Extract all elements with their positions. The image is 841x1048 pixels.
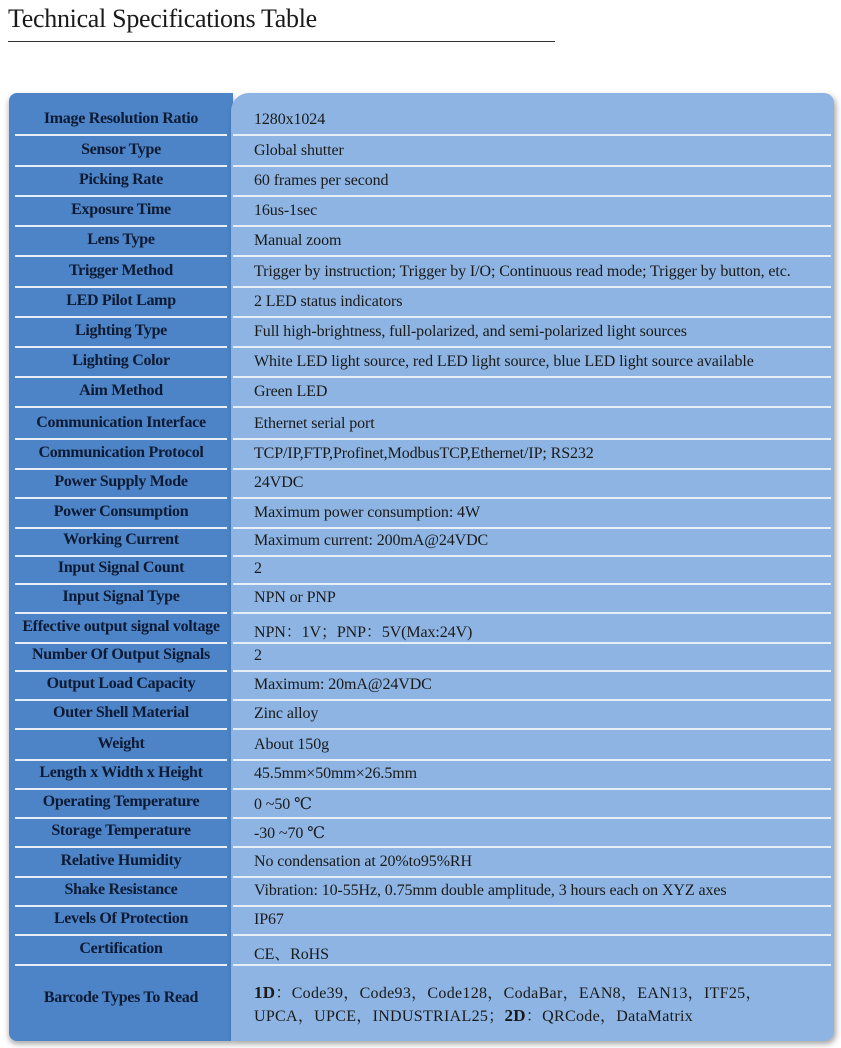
spec-value: CE、RoHS — [254, 946, 329, 963]
row-divider — [233, 583, 831, 585]
spec-key: Trigger Method — [68, 262, 174, 279]
spec-key: Number Of Output Signals — [32, 646, 210, 663]
row-divider — [233, 225, 831, 227]
spec-key: Exposure Time — [71, 201, 171, 218]
row-divider — [15, 225, 227, 227]
row-divider — [233, 286, 831, 288]
row-divider — [233, 255, 831, 257]
row-divider — [15, 728, 227, 730]
row-divider — [233, 497, 831, 499]
spec-key: Power Consumption — [53, 503, 189, 520]
spec-value: 0 ~50 ℃ — [254, 796, 312, 813]
spec-value: Trigger by instruction; Trigger by I/O; Continuous read mode; Trigger by button, etc. — [254, 263, 791, 280]
row-divider — [15, 406, 227, 408]
spec-value: 60 frames per second — [254, 172, 389, 189]
spec-key: Communication Interface — [36, 414, 206, 431]
row-divider — [233, 316, 831, 318]
row-divider — [15, 699, 227, 701]
spec-key: Picking Rate — [79, 171, 163, 188]
spec-key: Lens Type — [87, 231, 155, 248]
spec-key: Output Load Capacity — [46, 675, 196, 692]
page-title: Technical Specifications Table — [8, 4, 317, 33]
row-divider — [233, 555, 831, 557]
row-divider — [233, 905, 831, 907]
row-divider — [15, 376, 227, 378]
row-divider — [233, 759, 831, 761]
row-divider — [233, 376, 831, 378]
spec-key: Shake Resistance — [64, 881, 178, 898]
spec-value: Maximum current: 200mA@24VDC — [254, 532, 489, 549]
spec-key: Input Signal Type — [62, 588, 180, 605]
spec-value: 45.5mm×50mm×26.5mm — [254, 765, 417, 782]
spec-key: LED Pilot Lamp — [66, 292, 176, 309]
row-divider — [233, 788, 831, 790]
row-divider — [15, 642, 227, 644]
spec-value: About 150g — [254, 736, 330, 753]
row-divider — [15, 759, 227, 761]
row-divider — [15, 964, 227, 966]
row-divider — [15, 788, 227, 790]
row-divider — [233, 612, 831, 614]
spec-key-barcode: Barcode Types To Read — [43, 989, 199, 1006]
spec-key: Storage Temperature — [51, 822, 191, 839]
spec-value: Green LED — [254, 383, 328, 400]
spec-value-barcode — [254, 982, 824, 1028]
row-divider — [15, 195, 227, 197]
spec-value: White LED light source, red LED light source, blue LED light source available — [254, 353, 754, 370]
row-divider — [233, 670, 831, 672]
row-divider — [233, 964, 831, 966]
row-divider — [15, 817, 227, 819]
row-divider — [15, 134, 227, 136]
spec-key: Working Current — [63, 531, 179, 548]
spec-key: Image Resolution Ratio — [43, 110, 199, 127]
row-divider — [233, 527, 831, 529]
title-underline — [8, 41, 555, 42]
spec-key: Power Supply Mode — [54, 473, 188, 490]
spec-value: TCP/IP,FTP,Profinet,ModbusTCP,Ethernet/IP; RS232 — [254, 445, 594, 462]
row-divider — [233, 438, 831, 440]
spec-value: NPN：1V；PNP：5V(Max:24V) — [254, 624, 473, 641]
row-divider — [233, 817, 831, 819]
row-divider — [233, 642, 831, 644]
spec-key: Outer Shell Material — [53, 704, 189, 721]
row-divider — [15, 346, 227, 348]
spec-key: Lighting Type — [75, 322, 167, 339]
row-divider — [15, 438, 227, 440]
spec-value: Vibration: 10-55Hz, 0.75mm double amplitude, 3 hours each on XYZ axes — [254, 882, 727, 899]
row-divider — [233, 468, 831, 470]
row-divider — [15, 846, 227, 848]
spec-key: Communication Protocol — [38, 444, 204, 461]
row-divider — [15, 468, 227, 470]
row-divider — [233, 134, 831, 136]
spec-key: Input Signal Count — [57, 559, 185, 576]
spec-value: Maximum power consumption: 4W — [254, 504, 480, 521]
spec-key: Length x Width x Height — [39, 764, 203, 781]
barcode-1d-list-cont: UPCA，UPCE，INDUSTRIAL25； — [254, 1008, 505, 1025]
spec-key: Effective output signal voltage — [22, 618, 220, 635]
spec-value: Manual zoom — [254, 232, 342, 249]
row-divider — [233, 846, 831, 848]
row-divider — [15, 612, 227, 614]
spec-key: Relative Humidity — [60, 852, 182, 869]
spec-value: -30 ~70 ℃ — [254, 825, 325, 842]
spec-value: Maximum: 20mA@24VDC — [254, 676, 432, 693]
spec-key: Weight — [97, 735, 145, 752]
barcode-1d-label: 1D — [254, 983, 276, 1002]
row-divider — [233, 699, 831, 701]
row-divider — [233, 165, 831, 167]
row-divider — [15, 255, 227, 257]
spec-value: 2 — [254, 647, 262, 664]
row-divider — [233, 876, 831, 878]
row-divider — [15, 316, 227, 318]
spec-value: Ethernet serial port — [254, 415, 375, 432]
row-divider — [15, 934, 227, 936]
row-divider — [15, 165, 227, 167]
row-divider — [15, 286, 227, 288]
row-divider — [233, 195, 831, 197]
spec-value: Full high-brightness, full-polarized, and semi-polarized light sources — [254, 323, 687, 340]
spec-value: 1280x1024 — [254, 111, 326, 128]
barcode-1d-list: ：Code39，Code93，Code128，CodaBar，EAN8，EAN13，ITF25， — [275, 985, 762, 1002]
spec-key: Levels Of Protection — [53, 910, 189, 927]
barcode-2d-list: ：QRCode，DataMatrix — [525, 1008, 694, 1025]
row-divider — [15, 497, 227, 499]
row-divider — [15, 555, 227, 557]
spec-value: 2 LED status indicators — [254, 293, 403, 310]
row-divider — [233, 728, 831, 730]
spec-value: 2 — [254, 560, 262, 577]
row-divider — [233, 934, 831, 936]
spec-key: Lighting Color — [72, 352, 170, 369]
row-divider — [15, 876, 227, 878]
row-divider — [233, 406, 831, 408]
spec-value: 24VDC — [254, 474, 304, 491]
row-divider — [15, 670, 227, 672]
row-divider — [233, 346, 831, 348]
spec-key: Aim Method — [79, 382, 163, 399]
spec-value: Global shutter — [254, 142, 344, 159]
spec-value: 16us-1sec — [254, 202, 318, 219]
barcode-2d-label: 2D — [504, 1006, 526, 1025]
spec-key: Sensor Type — [81, 141, 161, 158]
spec-key: Operating Temperature — [42, 793, 200, 810]
spec-key: Certification — [79, 940, 163, 957]
row-divider — [15, 583, 227, 585]
spec-value: NPN or PNP — [254, 589, 336, 606]
row-divider — [15, 905, 227, 907]
row-divider — [15, 527, 227, 529]
spec-value: Zinc alloy — [254, 705, 319, 722]
spec-value: No condensation at 20%to95%RH — [254, 853, 472, 870]
spec-value: IP67 — [254, 911, 284, 928]
